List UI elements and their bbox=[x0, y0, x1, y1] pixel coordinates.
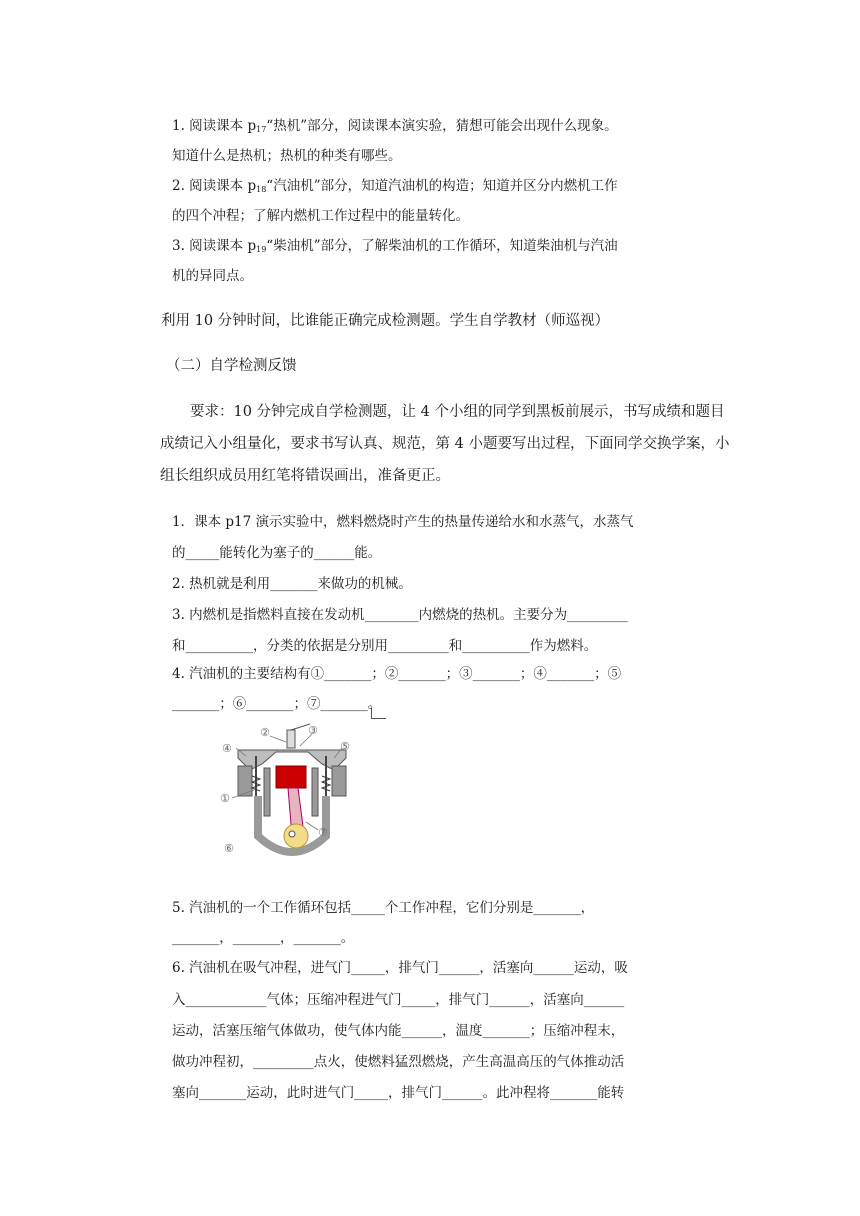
question-6-line-3: 运动，活塞压缩气体做功，使气体内能______，温度_______；压缩冲程末， bbox=[172, 1023, 625, 1039]
figure-label-1: ① bbox=[220, 792, 230, 805]
requirements-line-1: 要求：10 分钟完成自学检测题，让 4 个小组的同学到黑板前展示，书写成绩和题目 bbox=[190, 404, 725, 420]
inner-wall-right bbox=[312, 768, 318, 816]
reading-item-3-post: “柴油机”部分，了解柴油机的工作循环，知道柴油机与汽油 bbox=[266, 238, 618, 254]
reading-item-1 bbox=[172, 116, 618, 140]
question-2: 2. 热机就是利用_______来做功的机械。 bbox=[172, 576, 412, 592]
reading-item-2-pre: 2. 阅读课本 p bbox=[172, 178, 257, 194]
page-subscript: 19 bbox=[256, 245, 267, 254]
reading-item-1-cont: 知道什么是热机；热机的种类有哪些。 bbox=[172, 148, 402, 164]
reading-item-3-pre: 3. 阅读课本 p bbox=[172, 238, 257, 254]
figure-label-4: ④ bbox=[222, 742, 232, 755]
cylinder-wall-right bbox=[332, 766, 346, 796]
figure-label-3: ③ bbox=[308, 724, 318, 737]
requirements-line-3: 组长组织成员用红笔将错误画出，准备更正。 bbox=[160, 468, 450, 484]
requirements-line-2: 成绩记入小组量化，要求书写认真、规范，第 4 小题要写出过程，下面同学交换学案，小 bbox=[160, 436, 730, 452]
question-4-line-1: 4. 汽油机的主要结构有①_______；②_______；③_______；④_______；⑤ bbox=[172, 666, 622, 682]
page-subscript: 18 bbox=[256, 185, 267, 194]
figure-label-6: ⑥ bbox=[224, 842, 234, 855]
question-6-line-1: 6. 汽油机在吸气冲程，进气门_____，排气门______，活塞向______运动，吸 bbox=[172, 960, 628, 976]
question-4-line-2: _______；⑥_______；⑦_______。 bbox=[172, 696, 382, 712]
question-5-line-1: 5. 汽油机的一个工作循环包括_____个工作冲程，它们分别是_______， bbox=[172, 900, 595, 916]
reading-item-2 bbox=[172, 176, 618, 200]
inner-wall-left bbox=[264, 768, 270, 816]
reading-item-3 bbox=[172, 236, 618, 260]
spark-plug bbox=[287, 730, 295, 748]
question-6-line-5: 塞向_______运动，此时进气门_____，排气门______。此冲程将_______能转 bbox=[172, 1085, 625, 1101]
question-3-line-2: 和__________，分类的依据是分别用_________和__________作为燃料。 bbox=[172, 638, 598, 654]
reading-item-2-cont: 的四个冲程；了解内燃机工作过程中的能量转化。 bbox=[172, 208, 469, 224]
reading-item-1-post: “热机”部分，阅读课本演实验，猜想可能会出现什么现象。 bbox=[266, 118, 618, 134]
reading-item-2-post: “汽油机”部分，知道汽油机的构造；知道并区分内燃机工作 bbox=[266, 178, 618, 194]
piston bbox=[276, 766, 306, 788]
question-3-line-1: 3. 内燃机是指燃料直接在发动机________内燃烧的热机。主要分为_________ bbox=[172, 607, 628, 623]
figure-label-5: ⑤ bbox=[340, 740, 350, 753]
question-1-line-1: 1．课本 p17 演示实验中，燃料燃烧时产生的热量传递给水和水蒸气，水蒸气 bbox=[172, 514, 634, 530]
section-title: （二）自学检测反馈 bbox=[166, 358, 297, 374]
engine-diagram bbox=[212, 718, 372, 860]
question-6-line-4: 做功冲程初，_________点火，使燃料猛烈燃烧，产生高温高压的气体推动活 bbox=[172, 1054, 625, 1070]
page-subscript: 17 bbox=[256, 125, 267, 134]
label-line-2 bbox=[270, 736, 286, 742]
reading-item-3-cont: 机的异同点。 bbox=[172, 268, 253, 284]
figure-label-2: ② bbox=[260, 726, 270, 739]
question-6-line-2: 入____________气体；压缩冲程进气门_____，排气门______，活塞向______ bbox=[172, 992, 625, 1008]
question-1-line-2: 的_____能转化为塞子的______能。 bbox=[172, 545, 382, 561]
crank-wheel bbox=[284, 824, 308, 848]
crank-pin bbox=[289, 831, 295, 837]
instruction-text: 利用 10 分钟时间，比谁能正确完成检测题。学生自学教材（师巡视） bbox=[161, 313, 610, 329]
corner-mark bbox=[371, 708, 386, 719]
reading-item-1-pre: 1. 阅读课本 p bbox=[172, 118, 257, 134]
figure-label-7: ⑦ bbox=[318, 826, 328, 839]
label-line-7 bbox=[306, 822, 318, 830]
question-5-line-2: _______，_______，_______。 bbox=[172, 930, 355, 946]
